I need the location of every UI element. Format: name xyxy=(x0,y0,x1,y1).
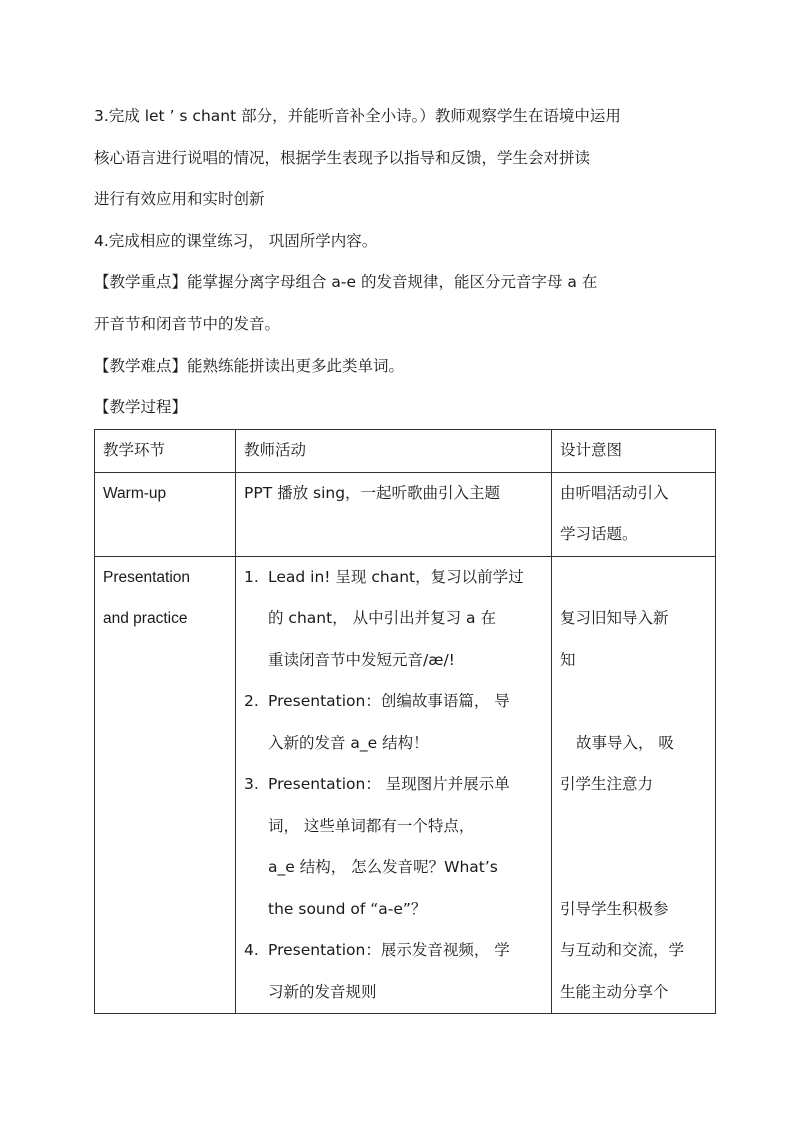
intent-text: 由听唱活动引入 xyxy=(560,483,669,502)
paragraph-objective-3 xyxy=(94,96,710,221)
step-number: 3. xyxy=(244,775,259,793)
intent-text: 学习话题。 xyxy=(560,525,638,543)
paragraph-objective-4 xyxy=(94,221,710,263)
paragraph-teaching-difficulty xyxy=(94,346,710,388)
text-line: 核心语言进行说唱的情况，根据学生表现予以指导和反馈，学生会对拼读 xyxy=(94,148,591,167)
header-design-intent: 设计意图 xyxy=(552,430,716,473)
list-item xyxy=(244,681,543,764)
list-item xyxy=(244,557,543,682)
step-text: 入新的发音 a_e 结构！ xyxy=(268,733,429,752)
stage-label: Warm-up xyxy=(103,484,167,502)
step-text: a_e 结构， 怎么发音呢？What’s xyxy=(268,858,498,876)
header-stage: 教学环节 xyxy=(95,430,236,473)
activity-steps-list xyxy=(244,557,543,1014)
text-line: 【教学重点】能掌握分离字母组合 a-e 的发音规律，能区分元音字母 a 在 xyxy=(94,273,598,291)
cell-stage xyxy=(95,472,236,556)
intent-text: 生能主动分享个 xyxy=(560,982,669,1001)
step-number: 2. xyxy=(244,692,259,710)
step-number: 4. xyxy=(244,941,259,959)
cell-stage xyxy=(95,556,236,1014)
text-line: 开音节和闭音节中的发音。 xyxy=(94,314,281,333)
paragraph-teaching-focus xyxy=(94,262,710,345)
intent-text: 与互动和交流，学 xyxy=(560,941,685,959)
intent-text: 引学生注意力 xyxy=(560,775,654,793)
step-text: Lead in! 呈现 chant，复习以前学过 xyxy=(268,567,524,586)
text-line: 【教学难点】能熟练能拼读出更多此类单词。 xyxy=(94,357,405,375)
step-text: 习新的发音规则 xyxy=(268,982,377,1001)
step-text: 重读闭音节中发短元音/æ/! xyxy=(268,650,455,669)
intent-text: 复习旧知导入新 xyxy=(560,609,669,627)
activity-text: PPT 播放 sing，一起听歌曲引入主题 xyxy=(244,483,501,502)
lesson-process-table xyxy=(94,429,716,1014)
step-text: 的 chant， 从中引出并复习 a 在 xyxy=(268,609,496,627)
intent-text: 故事导入， 吸 xyxy=(576,733,674,752)
step-text: Presentation： 呈现图片并展示单 xyxy=(268,775,510,793)
step-text: the sound of “a-e”？ xyxy=(268,899,427,918)
cell-activity xyxy=(236,556,552,1014)
list-item xyxy=(244,930,543,1013)
cell-intent xyxy=(552,472,716,556)
text-line: 【教学过程】 xyxy=(94,398,188,416)
table-header-row xyxy=(95,430,716,473)
stage-label: Presentation xyxy=(103,568,191,586)
cell-activity xyxy=(236,472,552,556)
text-line: 进行有效应用和实时创新 xyxy=(94,190,265,208)
list-item xyxy=(244,764,543,930)
header-teacher-activity: 教师活动 xyxy=(236,430,552,473)
step-text: 词， 这些单词都有一个特点， xyxy=(268,816,475,835)
text-line: 3.完成 let ’ s chant 部分，并能听音补全小诗。）教师观察学生在语境中运用 xyxy=(94,107,621,125)
intent-text: 知 xyxy=(560,650,576,669)
step-number: 1. xyxy=(244,567,259,586)
stage-label: and practice xyxy=(103,610,188,627)
intent-text: 引导学生积极参 xyxy=(560,899,669,918)
text-line: 4.完成相应的课堂练习， 巩固所学内容。 xyxy=(94,232,378,250)
table-row xyxy=(95,556,716,1014)
step-text: Presentation：展示发音视频， 学 xyxy=(268,941,510,959)
step-text: Presentation：创编故事语篇， 导 xyxy=(268,692,510,710)
table-row xyxy=(95,472,716,556)
cell-intent xyxy=(552,556,716,1014)
paragraph-teaching-process-heading xyxy=(94,387,710,429)
